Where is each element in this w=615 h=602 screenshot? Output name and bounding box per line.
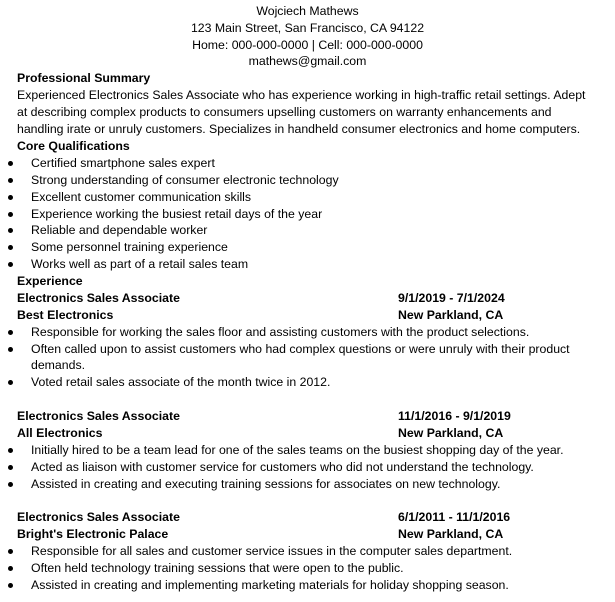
job-dates: 9/1/2019 - 7/1/2024 [398,290,505,305]
job-duties [0,543,615,593]
summary-text: Experienced Electronics Sales Associate who has experience working in high-traffic retail settings. Adept at describing complex products to consumers upselling customers on warranty enhancements and handling irate or unruly customers. Specializes in handheld consumer electronics and home computers. [17,88,586,137]
job-company-row [17,307,615,324]
qualification-text: Certified smartphone sales expert [31,156,215,171]
list-item [0,543,615,560]
list-item [0,256,615,273]
job-location: New Parkland, CA [398,307,504,322]
bullet-icon [8,228,13,233]
candidate-name: Wojciech Mathews [256,4,359,18]
qualification-text: Reliable and dependable worker [31,223,208,238]
bullet-icon [8,347,13,352]
qualification-text: Works well as part of a retail sales team [31,256,249,271]
job-entry [0,290,615,391]
duty-text: Assisted in creating and executing training sessions for associates on new technology. [31,476,501,491]
qualification-text: Strong understanding of consumer electronic technology [31,172,339,187]
list-item [0,577,615,594]
job-duties [0,324,615,391]
duty-text: Often called upon to assist customers who had complex questions or were unruly with their product demands. [31,341,570,373]
list-item [0,341,615,375]
list-item [0,206,615,223]
list-item [0,222,615,239]
job-title-row [17,509,615,526]
job-company-row [17,526,615,543]
list-item [0,476,615,493]
qualifications-heading: Core Qualifications [17,139,130,154]
job-location: New Parkland, CA [398,425,504,440]
bullet-icon [8,245,13,250]
list-item [0,442,615,459]
bullet-icon [8,330,13,335]
duty-text: Often held technology training sessions that were open to the public. [31,561,404,576]
contact-header [0,0,615,70]
duty-text: Initially hired to be a team lead for one of the sales teams on the busiest shopping day of the year. [31,442,564,457]
duty-text: Responsible for working the sales floor and assisting customers with the product selections. [31,324,530,339]
duty-text: Assisted in creating and implementing marketing materials for holiday shopping season. [31,577,509,592]
job-company: All Electronics [17,425,103,440]
spacer [0,492,615,509]
bullet-icon [8,380,13,385]
qualification-text: Excellent customer communication skills [31,189,252,204]
bullet-icon [8,161,13,166]
bullet-icon [8,465,13,470]
duty-text: Acted as liaison with customer service for customers who did not understand the technology. [31,459,534,474]
job-location: New Parkland, CA [398,527,504,542]
job-position: Electronics Sales Associate [17,290,180,305]
bullet-icon [8,448,13,453]
experience-heading: Experience [17,273,83,288]
duty-text: Responsible for all sales and customer service issues in the computer sales department. [31,544,513,559]
bullet-icon [8,482,13,487]
bullet-icon [8,262,13,267]
list-item [0,172,615,189]
list-item [0,239,615,256]
list-item [0,155,615,172]
job-entry [0,509,615,593]
list-item [0,560,615,577]
spacer [0,391,615,408]
qualification-text: Experience working the busiest retail days of the year [31,206,323,221]
list-item [0,374,615,391]
job-duties [0,442,615,492]
bullet-icon [8,212,13,217]
job-dates: 11/1/2016 - 9/1/2019 [398,408,511,423]
job-position: Electronics Sales Associate [17,408,180,423]
address: 123 Main Street, San Francisco, CA 94122 [190,20,425,35]
job-position: Electronics Sales Associate [17,510,180,525]
list-item [0,324,615,341]
job-company: Bright's Electronic Palace [17,527,169,542]
email: mathews@gmail.com [248,54,367,69]
job-entry [0,408,615,492]
bullet-icon [8,195,13,200]
list-item [0,189,615,206]
bullet-icon [8,178,13,183]
phone-numbers: Home: 000-000-0000 | Cell: 000-000-0000 [192,37,423,52]
bullet-icon [8,566,13,571]
list-item [0,459,615,476]
qualification-text: Some personnel training experience [31,240,228,255]
bullet-icon [8,549,13,554]
duty-text: Voted retail sales associate of the month twice in 2012. [31,375,331,390]
job-title-row [17,408,615,425]
job-title-row [17,290,615,307]
job-company-row [17,425,615,442]
summary-heading: Professional Summary [17,71,151,86]
qualifications-list [0,155,615,273]
job-dates: 6/1/2011 - 11/1/2016 [398,510,511,525]
bullet-icon [8,583,13,588]
job-company: Best Electronics [17,307,114,322]
